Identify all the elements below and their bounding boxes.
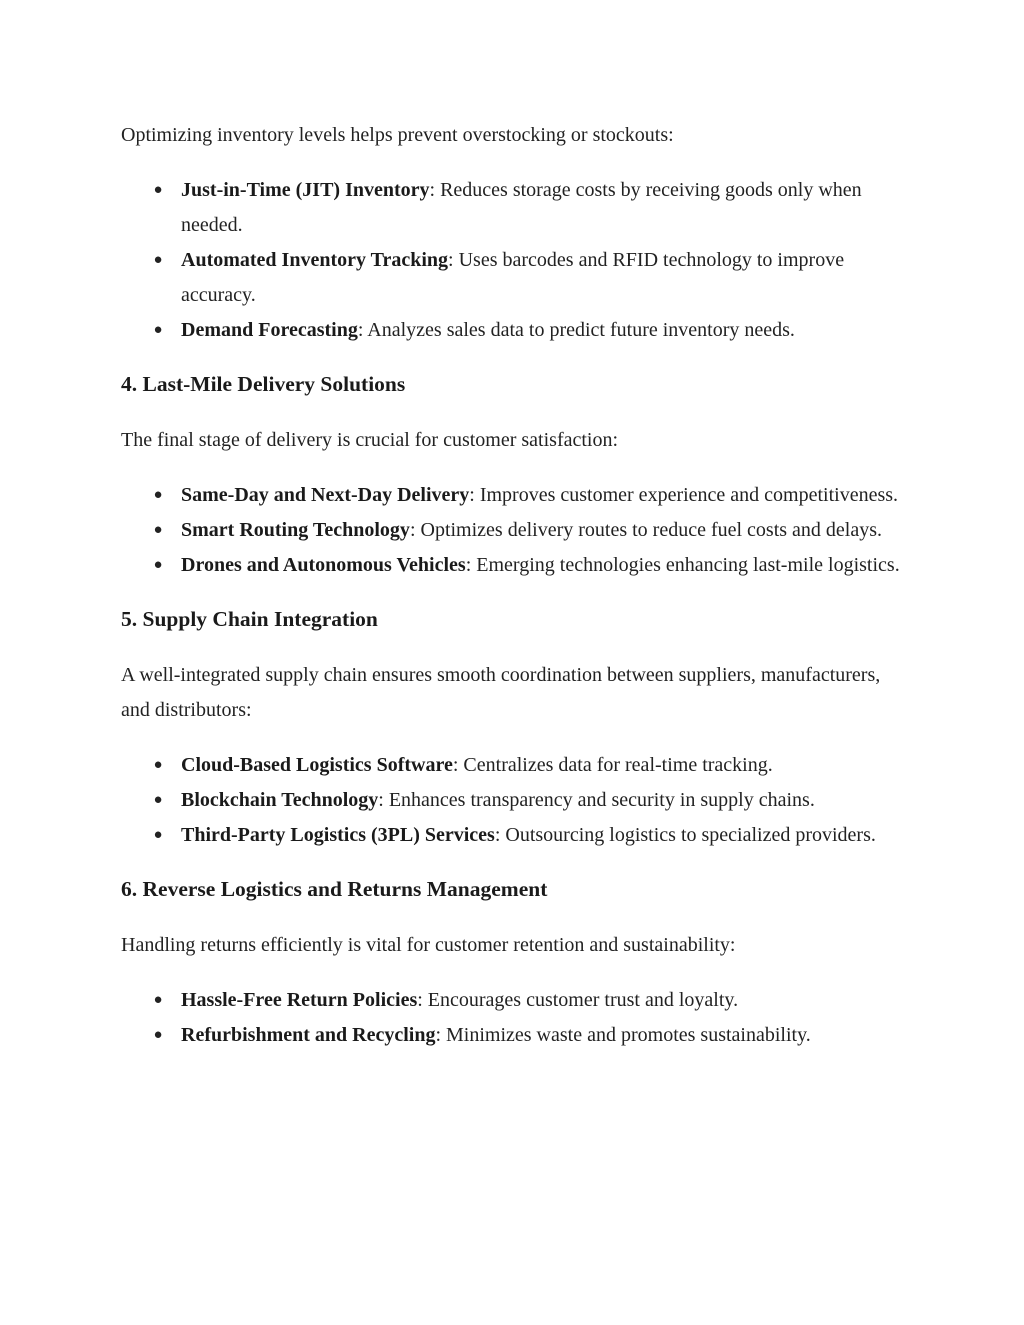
list-item: [121, 513, 911, 548]
list-item-description: : Minimizes waste and promotes sustainability.: [435, 1024, 811, 1046]
supply-chain-list: [121, 748, 911, 853]
list-item-description: : Reduces storage costs by receiving goods only when needed.: [181, 179, 862, 236]
list-item-term: Blockchain Technology: [181, 789, 379, 811]
list-item: [121, 548, 911, 583]
list-item-description: : Emerging technologies enhancing last-mile logistics.: [465, 554, 900, 576]
list-item: [121, 478, 911, 513]
reverse-logistics-list: [121, 983, 911, 1053]
list-item-term: Just-in-Time (JIT) Inventory: [181, 179, 430, 201]
list-item-term: Demand Forecasting: [181, 319, 358, 341]
list-item: [121, 1018, 911, 1053]
section-heading-reverse-logistics: 6. Reverse Logistics and Returns Management: [121, 877, 548, 901]
section-heading-supply-chain: 5. Supply Chain Integration: [121, 607, 378, 631]
bullet-icon: ●: [153, 252, 163, 268]
list-item-description: : Improves customer experience and competitiveness.: [469, 484, 899, 506]
section-heading-last-mile: 4. Last-Mile Delivery Solutions: [121, 372, 406, 396]
list-item: [121, 983, 911, 1018]
list-item: [121, 748, 911, 783]
inventory-list: [121, 173, 911, 348]
bullet-icon: ●: [153, 992, 163, 1008]
section-intro-last-mile: The final stage of delivery is crucial for customer satisfaction:: [121, 429, 619, 451]
bullet-icon: ●: [153, 792, 163, 808]
last-mile-list: [121, 478, 911, 583]
list-item-term: Hassle-Free Return Policies: [181, 989, 418, 1011]
bullet-icon: ●: [153, 1027, 163, 1043]
intro-paragraph: Optimizing inventory levels helps prevent overstocking or stockouts:: [121, 124, 674, 146]
list-item: [121, 313, 911, 348]
list-item-description: : Analyzes sales data to predict future inventory needs.: [357, 319, 795, 341]
list-item-description: : Optimizes delivery routes to reduce fuel costs and delays.: [409, 519, 883, 541]
list-item-description: : Centralizes data for real-time tracking.: [452, 754, 773, 776]
bullet-icon: ●: [153, 827, 163, 843]
list-item-term: Automated Inventory Tracking: [181, 249, 449, 271]
list-item-description: : Enhances transparency and security in supply chains.: [378, 789, 815, 811]
list-item-description: : Uses barcodes and RFID technology to improve accuracy.: [181, 249, 845, 306]
list-item: [121, 818, 911, 853]
list-item-term: Same-Day and Next-Day Delivery: [181, 484, 470, 506]
list-item-term: Smart Routing Technology: [181, 519, 410, 541]
list-item-term: Cloud-Based Logistics Software: [181, 754, 453, 776]
list-item: [121, 173, 911, 243]
bullet-icon: ●: [153, 757, 163, 773]
bullet-icon: ●: [153, 487, 163, 503]
section-intro-reverse-logistics: Handling returns efficiently is vital for customer retention and sustainability:: [121, 934, 736, 956]
bullet-icon: ●: [153, 522, 163, 538]
bullet-icon: ●: [153, 322, 163, 338]
list-item-term: Drones and Autonomous Vehicles: [181, 554, 466, 576]
list-item-term: Refurbishment and Recycling: [181, 1024, 436, 1046]
list-item: [121, 243, 911, 313]
bullet-icon: ●: [153, 557, 163, 573]
list-item-description: : Encourages customer trust and loyalty.: [417, 989, 739, 1011]
list-item: [121, 783, 911, 818]
section-intro-supply-chain: A well-integrated supply chain ensures smooth coordination between suppliers, manufacturers, and distributors:: [121, 664, 881, 721]
list-item-term: Third-Party Logistics (3PL) Services: [181, 824, 495, 846]
list-item-description: : Outsourcing logistics to specialized providers.: [494, 824, 876, 846]
bullet-icon: ●: [153, 182, 163, 198]
document-page: [121, 118, 911, 1073]
